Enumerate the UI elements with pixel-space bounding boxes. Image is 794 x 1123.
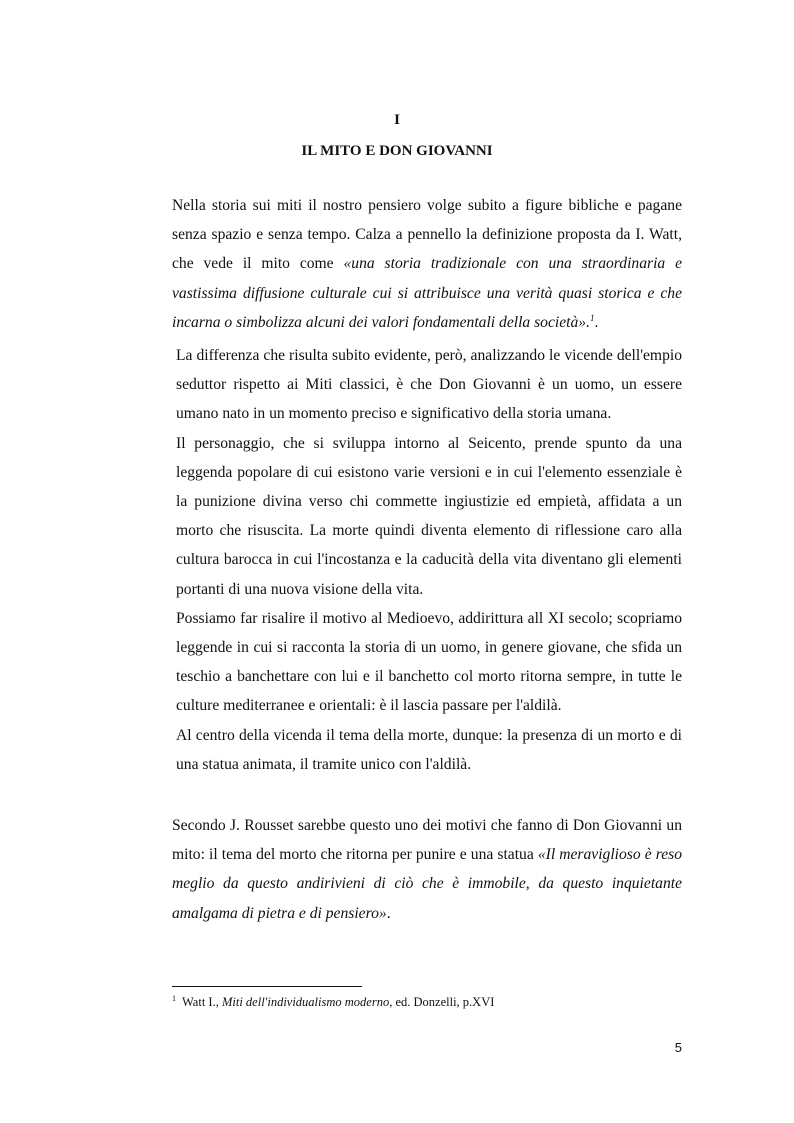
footnote-title: Miti dell'individualismo moderno (221, 995, 390, 1009)
intro-text: Nella storia sui miti il nostro pensiero volge subito a figure bibliche e pagane senza spazio e senza tempo. Calza a pennello la definizione proposta da I. Watt, che vede il mito come (172, 197, 682, 273)
footnote-details: , ed. Donzelli, p.XVI (389, 995, 495, 1009)
paragraph-difference: La differenza che risulta subito evidente, però, analizzando le vicende dell'empio seduttor rispetto ai Miti classici, è che Don Giovanni è un uomo, un essere umano nato in un momento preciso e significativo della storia umana. (176, 347, 682, 423)
paragraph-death-theme: Al centro della vicenda il tema della morte, dunque: la presenza di un morto e di una statua animata, il tramite unico con l'aldilà. (176, 726, 682, 773)
intro-quote: «una storia tradizionale con una straordinaria e vastissima diffusione culturale cui si attribuisce una verità quasi storica e che incarna o simbolizza alcuni dei valori fondamentali della società». (172, 255, 682, 331)
page-number: 5 (674, 1040, 682, 1055)
indented-section (176, 341, 682, 779)
chapter-title: IL MITO E DON GIOVANNI (301, 143, 493, 159)
intro-text-end: . (594, 313, 599, 331)
intro-paragraph (172, 191, 682, 337)
chapter-number: I (394, 112, 400, 128)
closing-quote: «Il meraviglioso è reso meglio da questo andirivieni di ciò che è immobile, da questo inquietante amalgama di pietra e di pensiero» (172, 846, 682, 922)
closing-text-end: . (386, 904, 391, 922)
paragraph-medieval: Possiamo far risalire il motivo al Medioevo, addirittura all XI secolo; scopriamo leggende in cui si racconta la storia di un uomo, in genere giovane, che sfida un teschio a banchettare con lui e il banchetto col morto ritorna sempre, in tutte le culture mediterranee e orientali: è il lascia passare per l'aldilà. (176, 609, 682, 715)
closing-paragraph (172, 811, 682, 928)
footnote-separator (172, 986, 362, 987)
paragraph-character: Il personaggio, che si sviluppa intorno al Seicento, prende spunto da una leggenda popolare di cui esistono varie versioni e in cui l'elemento essenziale è la punizione divina verso chi commette ingiustizie ed empietà, affidata a un morto che risuscita. La morte quindi diventa elemento di riflessione caro alla cultura barocca in cui l'incostanza e la caducità della vita diventano gli elementi portanti di una nuova visione della vita. (176, 434, 682, 598)
footnote-reference[interactable]: 1 (589, 312, 595, 323)
closing-text: Secondo J. Rousset sarebbe questo uno dei motivi che fanno di Don Giovanni un mito: il tema del morto che ritorna per punire e una statua (172, 817, 682, 864)
footnote (172, 994, 682, 1010)
footnote-author: Watt I., (182, 995, 222, 1009)
footnote-mark: 1 (172, 993, 176, 1003)
